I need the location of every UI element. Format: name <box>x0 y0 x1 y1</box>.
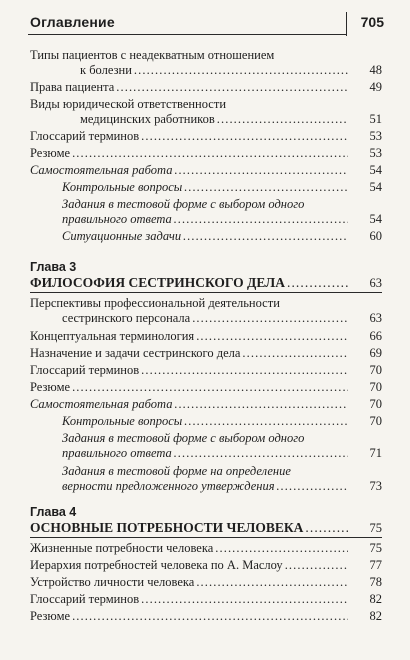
toc-entry-text: Глоссарий терминов <box>30 592 140 606</box>
toc-page-number: 77 <box>369 558 382 572</box>
toc-page-number: 70 <box>369 363 382 377</box>
toc-page-number: 54 <box>369 180 382 194</box>
toc-page-number: 60 <box>369 229 382 243</box>
toc-page-number: 73 <box>369 479 382 493</box>
toc-entry-text: Резюме <box>30 609 71 623</box>
chapter-title: ФИЛОСОФИЯ СЕСТРИНСКОГО ДЕЛА <box>30 275 285 290</box>
header-rule <box>28 34 346 35</box>
toc-page-number: 75 <box>369 521 382 535</box>
toc-page-number: 70 <box>369 414 382 428</box>
toc-page-number: 53 <box>369 146 382 160</box>
toc-page-number: 70 <box>369 397 382 411</box>
toc-page-number: 49 <box>369 80 382 94</box>
toc-page-number: 78 <box>369 575 382 589</box>
toc-page-number: 48 <box>369 63 382 77</box>
chapter-title: ОСНОВНЫЕ ПОТРЕБНОСТИ ЧЕЛОВЕКА <box>30 520 304 535</box>
toc-page-number: 70 <box>369 380 382 394</box>
toc-entry-text: Задания в тестовой форме с выбором одного <box>62 431 305 445</box>
toc-entry-text: Глоссарий терминов <box>30 129 140 143</box>
toc-entry-text: Жизненные потребности человека <box>30 541 214 555</box>
toc-page-number: 54 <box>369 212 382 226</box>
toc-page-number: 71 <box>369 446 382 460</box>
header-separator <box>346 12 347 36</box>
toc-entry-text: Иерархия потребностей человека по А. Маслоу <box>30 558 283 572</box>
toc-entry-text: Контрольные вопросы <box>62 180 183 194</box>
chapter-label: Глава 4 <box>30 505 77 519</box>
section-title: Оглавление <box>30 14 115 30</box>
page-number: 705 <box>360 14 384 30</box>
toc-entry-text: Контрольные вопросы <box>62 414 183 428</box>
toc-entry-text: Задания в тестовой форме с выбором одного <box>62 197 305 211</box>
toc-page-number: 53 <box>369 129 382 143</box>
toc-entry-text: Концептуальная терминология <box>30 329 195 343</box>
toc-entry-text: Резюме <box>30 380 71 394</box>
toc-page-number: 69 <box>369 346 382 360</box>
toc-entry-text: сестринского персонала <box>62 311 191 325</box>
toc-entry-text: Типы пациентов с неадекватным отношением <box>30 48 275 62</box>
toc-page-number: 63 <box>369 311 382 325</box>
running-header <box>0 10 410 40</box>
toc-entry-text: Назначение и задачи сестринского дела <box>30 346 241 360</box>
toc-page-number: 75 <box>369 541 382 555</box>
toc-entry-text: верности предложенного утверждения <box>62 479 275 493</box>
toc-page-number: 54 <box>369 163 382 177</box>
toc-page-number: 82 <box>369 592 382 606</box>
toc-entry-text: Перспективы профессиональной деятельности <box>30 296 280 310</box>
toc-entry-text: Самостоятельная работа <box>30 397 173 411</box>
toc-entry-text: Ситуационные задачи <box>62 229 182 243</box>
toc-entry-text: Виды юридической ответственности <box>30 97 227 111</box>
toc-page-number: 63 <box>369 276 382 290</box>
toc-page-number: 51 <box>369 112 382 126</box>
toc-entry-text: Права пациента <box>30 80 115 94</box>
toc-entry-text: Самостоятельная работа <box>30 163 173 177</box>
toc-page-number: 66 <box>369 329 382 343</box>
chapter-label: Глава 3 <box>30 260 77 274</box>
toc-entry-text: Устройство личности человека <box>30 575 195 589</box>
toc-entry-text: Задания в тестовой форме на определение <box>62 464 291 478</box>
toc-entry-text: Глоссарий терминов <box>30 363 140 377</box>
chapter-divider <box>30 292 382 293</box>
toc-entry-text: к болезни <box>80 63 132 77</box>
toc-page-number: 82 <box>369 609 382 623</box>
toc-entry-text: правильного ответа <box>62 446 172 460</box>
toc-entry-text: медицинских работников <box>80 112 215 126</box>
toc-entry-text: Резюме <box>30 146 71 160</box>
chapter-divider <box>30 537 382 538</box>
toc-entry-text: правильного ответа <box>62 212 172 226</box>
